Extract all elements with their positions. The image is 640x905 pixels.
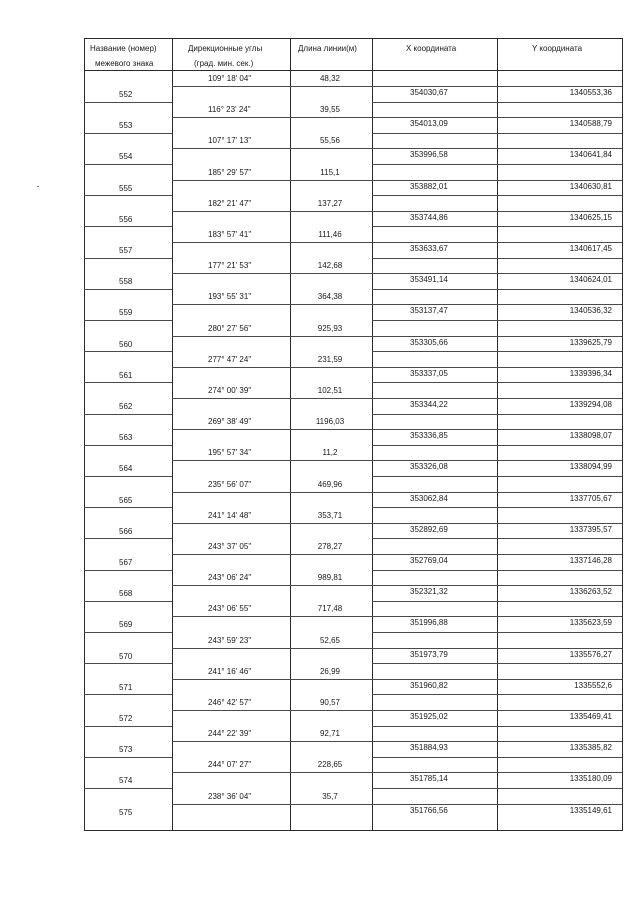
row-separator (372, 351, 622, 352)
x-coordinate-value: 353062,84 (410, 494, 448, 503)
row-separator (372, 710, 622, 711)
x-coordinate-value: 353336,85 (410, 431, 448, 440)
row-separator (372, 242, 622, 243)
x-coordinate-value: 353744,86 (410, 213, 448, 222)
y-coordinate-value: 1340553,36 (569, 88, 612, 97)
y-coordinate-value: 1340536,32 (569, 306, 612, 315)
row-separator (172, 86, 372, 87)
row-separator (372, 757, 622, 758)
row-separator (372, 632, 622, 633)
x-coordinate-value: 351766,56 (410, 806, 448, 815)
angle-value: 116° 23' 24" (208, 105, 251, 114)
row-separator (372, 570, 622, 571)
point-name: 558 (119, 277, 133, 286)
row-separator (372, 86, 622, 87)
row-separator (84, 289, 172, 290)
angle-value: 243° 06' 24" (208, 573, 252, 582)
row-separator (172, 741, 372, 742)
length-value: 137,27 (317, 199, 343, 208)
x-coordinate-value: 352769,04 (410, 556, 448, 565)
row-separator (372, 601, 622, 602)
row-separator (372, 804, 622, 805)
row-separator (172, 460, 372, 461)
y-coordinate-value: 1335469,41 (569, 712, 612, 721)
row-separator (372, 679, 622, 680)
row-separator (372, 616, 622, 617)
point-name: 570 (119, 652, 133, 661)
row-separator (84, 726, 172, 727)
x-coordinate-value: 352321,32 (410, 587, 448, 596)
header-length: Длина линии(м) (298, 44, 357, 53)
column-border (84, 38, 85, 830)
point-name: 556 (119, 215, 133, 224)
row-separator (172, 710, 372, 711)
row-separator (172, 273, 372, 274)
row-separator (372, 741, 622, 742)
row-separator (172, 492, 372, 493)
x-coordinate-value: 353326,08 (410, 462, 448, 471)
angle-value: 235° 56' 07" (208, 480, 252, 489)
row-separator (172, 211, 372, 212)
row-separator (372, 226, 622, 227)
y-coordinate-value: 1337395,57 (569, 525, 612, 534)
length-value: 92,71 (319, 729, 341, 738)
row-separator (372, 694, 622, 695)
row-separator (84, 195, 172, 196)
x-coordinate-value: 353305,66 (410, 338, 448, 347)
angle-value: 185° 29' 57" (208, 168, 252, 177)
angle-value: 109° 18' 04" (208, 74, 252, 83)
column-border (290, 38, 291, 830)
length-value: 142,68 (317, 261, 343, 270)
y-coordinate-value: 1337705,67 (569, 494, 612, 503)
row-separator (372, 398, 622, 399)
point-name: 562 (119, 402, 133, 411)
point-name: 553 (119, 121, 133, 130)
table-bottom-border (84, 830, 623, 831)
length-value: 469,96 (317, 480, 343, 489)
row-separator (84, 382, 172, 383)
angle-value: 241° 16' 46" (208, 667, 252, 676)
row-separator (172, 648, 372, 649)
x-coordinate-value: 354013,09 (410, 119, 448, 128)
x-coordinate-value: 353337,05 (410, 369, 448, 378)
column-border (497, 38, 498, 830)
y-coordinate-value: 1340588,79 (569, 119, 612, 128)
length-value: 278,27 (317, 542, 343, 551)
y-coordinate-value: 1340630,81 (569, 182, 612, 191)
angle-value: 244° 22' 39" (208, 729, 252, 738)
row-separator (84, 507, 172, 508)
x-coordinate-value: 351996,88 (410, 618, 448, 627)
x-coordinate-value: 352892,69 (410, 525, 448, 534)
x-coordinate-value: 351925,02 (410, 712, 448, 721)
row-separator (372, 367, 622, 368)
point-name: 572 (119, 714, 133, 723)
angle-value: 274° 00' 39" (208, 386, 252, 395)
row-separator (172, 367, 372, 368)
length-value: 39,55 (319, 105, 341, 114)
row-separator (372, 414, 622, 415)
header-separator (84, 70, 623, 71)
row-separator (84, 663, 172, 664)
row-separator (172, 679, 372, 680)
point-name: 563 (119, 433, 133, 442)
row-separator (172, 429, 372, 430)
row-separator (372, 772, 622, 773)
y-coordinate-value: 1340641,84 (569, 150, 612, 159)
angle-value: 243° 59' 23" (208, 636, 252, 645)
row-separator (172, 180, 372, 181)
row-separator (372, 445, 622, 446)
angle-value: 193° 55' 31" (208, 292, 252, 301)
row-separator (84, 757, 172, 758)
point-name: 568 (119, 589, 133, 598)
row-separator (84, 133, 172, 134)
x-coordinate-value: 353996,58 (410, 150, 448, 159)
row-separator (372, 273, 622, 274)
x-coordinate-value: 351884,93 (410, 743, 448, 752)
angle-value: 277° 47' 24" (208, 355, 252, 364)
y-coordinate-value: 1338098,07 (569, 431, 612, 440)
column-border (622, 38, 623, 830)
y-coordinate-value: 1338094,99 (569, 462, 612, 471)
angle-value: 246° 42' 57" (208, 698, 252, 707)
length-value: 102,51 (317, 386, 343, 395)
length-value: 115,1 (320, 168, 340, 177)
y-coordinate-value: 1335385,82 (569, 743, 612, 752)
point-name: 571 (119, 683, 133, 692)
length-value: 90,57 (319, 698, 341, 707)
row-separator (372, 289, 622, 290)
row-separator (372, 554, 622, 555)
x-coordinate-value: 353491,14 (410, 275, 448, 284)
header-name-line1: Название (номер) (90, 44, 157, 53)
length-value: 989,81 (317, 573, 343, 582)
angle-value: 280° 27' 56" (208, 324, 252, 333)
y-coordinate-value: 1340624,01 (569, 275, 612, 284)
row-separator (172, 585, 372, 586)
x-coordinate-value: 353882,01 (410, 182, 448, 191)
row-separator (372, 726, 622, 727)
length-value: 925,93 (317, 324, 343, 333)
angle-value: 269° 38' 49" (208, 417, 252, 426)
row-separator (372, 211, 622, 212)
row-separator (84, 694, 172, 695)
row-separator (84, 476, 172, 477)
row-separator (372, 304, 622, 305)
row-separator (84, 788, 172, 789)
length-value: 353,71 (317, 511, 343, 520)
angle-value: 182° 21' 47" (208, 199, 252, 208)
row-separator (172, 336, 372, 337)
row-separator (372, 164, 622, 165)
row-separator (372, 102, 622, 103)
row-separator (372, 429, 622, 430)
length-value: 35,7 (322, 792, 338, 801)
length-value: 717,48 (317, 604, 343, 613)
x-coordinate-value: 351960,82 (410, 681, 448, 690)
column-border (172, 38, 173, 830)
header-x-coordinate: X координата (406, 44, 457, 53)
length-value: 111,46 (318, 230, 342, 239)
point-name: 564 (119, 464, 133, 473)
angle-value: 107° 17' 13" (208, 136, 252, 145)
row-separator (172, 554, 372, 555)
row-separator (372, 258, 622, 259)
point-name: 565 (119, 496, 133, 505)
point-name: 560 (119, 340, 133, 349)
x-coordinate-value: 351785,14 (410, 774, 448, 783)
x-coordinate-value: 353137,47 (410, 306, 448, 315)
row-separator (372, 148, 622, 149)
row-separator (372, 133, 622, 134)
y-coordinate-value: 1335149,61 (569, 806, 612, 815)
point-name: 569 (119, 620, 133, 629)
angle-value: 183° 57' 41" (208, 230, 252, 239)
header-name-line2: межевого знака (95, 59, 154, 68)
angle-value: 243° 06' 55" (208, 604, 252, 613)
y-coordinate-value: 1335576,27 (569, 650, 612, 659)
row-separator (84, 102, 172, 103)
angle-value: 244° 07' 27" (208, 760, 252, 769)
length-value: 52,65 (319, 636, 341, 645)
angle-value: 243° 37' 05" (208, 542, 252, 551)
row-separator (172, 772, 372, 773)
y-coordinate-value: 1340617,45 (569, 244, 612, 253)
row-separator (372, 538, 622, 539)
y-coordinate-value: 1340625,15 (569, 213, 612, 222)
angle-value: 177° 21' 53" (208, 261, 252, 270)
row-separator (84, 320, 172, 321)
x-coordinate-value: 353633,67 (410, 244, 448, 253)
row-separator (84, 164, 172, 165)
row-separator (172, 804, 372, 805)
y-coordinate-value: 1335180,09 (569, 774, 612, 783)
scan-speck (37, 186, 39, 187)
row-separator (372, 336, 622, 337)
angle-value: 238° 36' 04" (208, 792, 252, 801)
row-separator (372, 523, 622, 524)
header-angle-line1: Дирекционные углы (188, 44, 263, 53)
length-value: 1196,03 (315, 417, 345, 426)
row-separator (172, 242, 372, 243)
row-separator (84, 601, 172, 602)
row-separator (84, 538, 172, 539)
length-value: 231,59 (317, 355, 343, 364)
row-separator (84, 226, 172, 227)
x-coordinate-value: 353344,22 (410, 400, 448, 409)
row-separator (372, 382, 622, 383)
row-separator (372, 320, 622, 321)
y-coordinate-value: 1337146,28 (569, 556, 612, 565)
row-separator (372, 117, 622, 118)
row-separator (372, 648, 622, 649)
row-separator (372, 492, 622, 493)
y-coordinate-value: 1335623,59 (569, 618, 612, 627)
point-name: 566 (119, 527, 133, 536)
length-value: 48,32 (319, 74, 341, 83)
angle-value: 195° 57' 34" (208, 448, 252, 457)
x-coordinate-value: 351973,79 (410, 650, 448, 659)
row-separator (172, 616, 372, 617)
point-name: 567 (119, 558, 133, 567)
table-top-border (84, 38, 623, 39)
row-separator (172, 304, 372, 305)
row-separator (372, 788, 622, 789)
x-coordinate-value: 354030,67 (410, 88, 448, 97)
y-coordinate-value: 1336263,52 (569, 587, 612, 596)
row-separator (172, 148, 372, 149)
y-coordinate-value: 1339294,08 (569, 400, 612, 409)
length-value: 228,65 (317, 760, 343, 769)
point-name: 552 (119, 90, 133, 99)
length-value: 26,99 (319, 667, 341, 676)
row-separator (372, 663, 622, 664)
y-coordinate-value: 1339396,34 (569, 369, 612, 378)
point-name: 561 (119, 371, 133, 380)
column-border (372, 38, 373, 830)
row-separator (372, 180, 622, 181)
row-separator (372, 195, 622, 196)
row-separator (372, 460, 622, 461)
row-separator (84, 414, 172, 415)
y-coordinate-value: 1335552,6 (574, 681, 612, 690)
point-name: 573 (119, 745, 133, 754)
point-name: 574 (119, 776, 133, 785)
point-name: 559 (119, 308, 133, 317)
point-name: 557 (119, 246, 133, 255)
row-separator (172, 117, 372, 118)
row-separator (372, 476, 622, 477)
length-value: 55,56 (319, 136, 341, 145)
row-separator (84, 570, 172, 571)
angle-value: 241° 14' 48" (208, 511, 252, 520)
row-separator (84, 351, 172, 352)
header-y-coordinate: Y координата (532, 44, 583, 53)
row-separator (372, 585, 622, 586)
row-separator (84, 632, 172, 633)
row-separator (372, 507, 622, 508)
length-value: 364,38 (317, 292, 343, 301)
point-name: 555 (119, 184, 133, 193)
row-separator (172, 398, 372, 399)
length-value: 11,2 (322, 448, 338, 457)
row-separator (172, 523, 372, 524)
row-separator (84, 258, 172, 259)
row-separator (84, 445, 172, 446)
point-name: 554 (119, 152, 133, 161)
point-name: 575 (119, 808, 133, 817)
header-angle-line2: (град. мин. сек.) (194, 59, 254, 68)
y-coordinate-value: 1339625,79 (569, 338, 612, 347)
